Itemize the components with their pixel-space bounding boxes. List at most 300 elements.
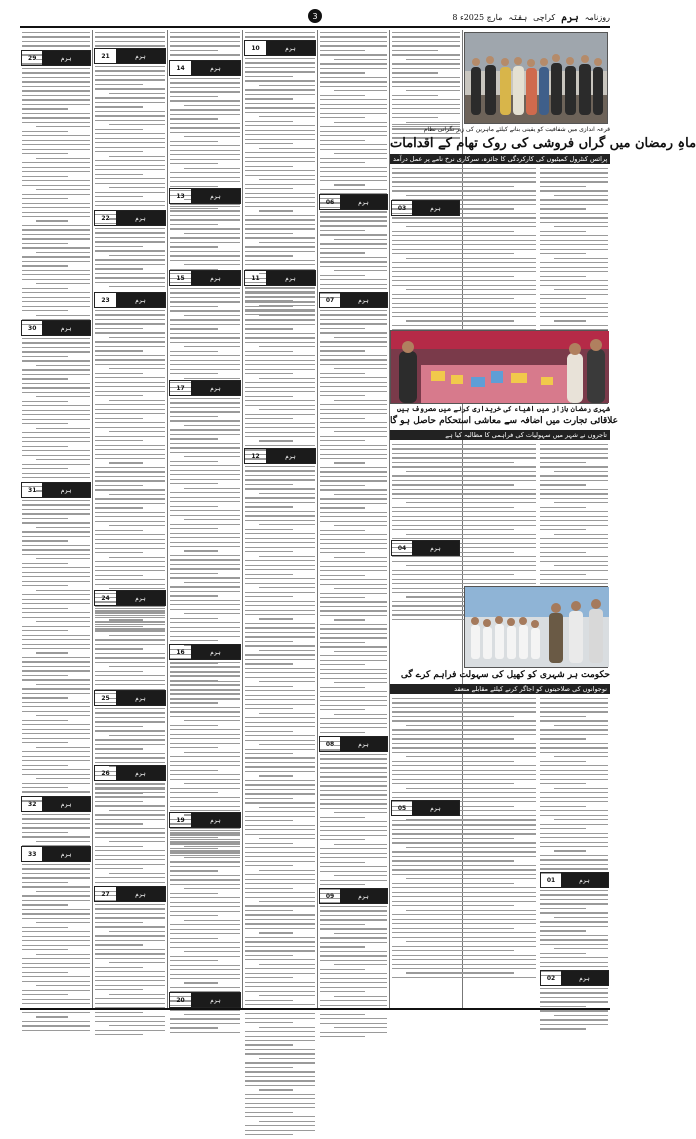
text-line bbox=[320, 234, 387, 235]
text-line bbox=[95, 612, 165, 613]
text-line bbox=[392, 525, 536, 526]
text-line bbox=[334, 714, 387, 715]
text-line bbox=[184, 720, 240, 721]
text-line bbox=[22, 256, 90, 257]
text-line bbox=[320, 467, 387, 468]
text-line bbox=[95, 418, 143, 419]
text-line bbox=[320, 794, 365, 795]
text-line bbox=[540, 738, 586, 739]
text-line bbox=[95, 454, 165, 455]
text-line bbox=[540, 908, 586, 909]
text-line bbox=[320, 579, 387, 580]
notice-logo: ہرم bbox=[191, 645, 240, 659]
text-line bbox=[406, 195, 536, 196]
text-line bbox=[259, 210, 293, 211]
text-line bbox=[95, 575, 143, 576]
text-line bbox=[540, 547, 608, 548]
notice-header bbox=[169, 188, 241, 204]
text-line bbox=[170, 479, 240, 480]
text-line bbox=[22, 297, 90, 298]
text-line bbox=[95, 787, 165, 788]
text-line bbox=[170, 402, 240, 403]
text-line bbox=[95, 476, 165, 477]
text-line bbox=[392, 747, 536, 748]
text-line bbox=[170, 801, 240, 802]
text-line bbox=[95, 935, 165, 936]
text-line bbox=[259, 807, 315, 808]
text-line bbox=[36, 954, 90, 955]
text-line bbox=[245, 623, 315, 624]
notice-logo: ہرم bbox=[412, 201, 459, 215]
text-line bbox=[95, 684, 165, 685]
text-line bbox=[95, 355, 165, 356]
text-line bbox=[540, 172, 608, 173]
text-line bbox=[170, 355, 240, 356]
notice-logo: ہرم bbox=[561, 873, 608, 887]
text-line bbox=[392, 892, 536, 893]
text-line bbox=[406, 941, 536, 942]
text-line bbox=[406, 788, 536, 789]
text-line bbox=[170, 761, 240, 762]
text-line bbox=[245, 418, 293, 419]
text-line bbox=[170, 310, 240, 311]
text-line bbox=[245, 107, 315, 108]
text-line bbox=[170, 429, 240, 430]
text-line bbox=[95, 1003, 165, 1004]
text-line bbox=[184, 519, 240, 520]
text-line bbox=[95, 111, 165, 112]
masthead-day: ہفتہ bbox=[508, 12, 528, 22]
text-line bbox=[95, 726, 143, 727]
text-line bbox=[22, 742, 68, 743]
text-line bbox=[320, 243, 387, 244]
text-line bbox=[334, 525, 387, 526]
text-line bbox=[95, 277, 165, 278]
text-line bbox=[392, 820, 536, 821]
text-line bbox=[22, 1021, 90, 1022]
text-line bbox=[540, 285, 608, 286]
text-line bbox=[170, 465, 240, 466]
text-line bbox=[245, 1080, 315, 1081]
news-area bbox=[390, 30, 696, 1010]
text-line bbox=[245, 1116, 315, 1117]
text-line bbox=[170, 564, 240, 565]
text-line bbox=[540, 556, 608, 557]
text-line bbox=[95, 512, 165, 513]
text-line bbox=[22, 238, 90, 239]
text-line bbox=[320, 758, 387, 759]
text-line bbox=[540, 186, 586, 187]
text-block bbox=[320, 906, 387, 1041]
text-line bbox=[245, 529, 293, 530]
text-line bbox=[36, 985, 90, 986]
text-line bbox=[392, 842, 536, 843]
text-line bbox=[95, 539, 165, 540]
text-line bbox=[170, 301, 240, 302]
text-line bbox=[334, 90, 387, 91]
text-line bbox=[95, 458, 165, 459]
notice-number: 21 bbox=[101, 52, 110, 60]
newspaper-page bbox=[20, 8, 696, 1010]
text-line bbox=[540, 181, 608, 182]
text-line bbox=[334, 651, 387, 652]
text-line bbox=[540, 294, 608, 295]
text-line bbox=[95, 503, 165, 504]
text-line bbox=[392, 190, 536, 191]
text-line bbox=[245, 1130, 315, 1131]
text-line bbox=[22, 279, 90, 280]
text-line bbox=[22, 927, 68, 928]
text-line bbox=[259, 440, 293, 441]
text-line bbox=[22, 455, 90, 456]
notice-header bbox=[540, 872, 609, 888]
text-line bbox=[540, 453, 608, 454]
text-block bbox=[540, 698, 608, 877]
text-line bbox=[170, 228, 240, 229]
text-line bbox=[109, 255, 165, 256]
text-line bbox=[36, 778, 90, 779]
text-line bbox=[95, 507, 143, 508]
text-line bbox=[540, 583, 608, 584]
text-line bbox=[22, 895, 90, 896]
text-line bbox=[540, 280, 608, 281]
text-line bbox=[406, 756, 536, 757]
text-line bbox=[22, 261, 90, 262]
text-line bbox=[392, 77, 460, 78]
text-line bbox=[392, 108, 460, 109]
text-line bbox=[245, 627, 315, 628]
text-line bbox=[259, 493, 315, 494]
text-line bbox=[95, 953, 165, 954]
text-line bbox=[334, 239, 387, 240]
text-line bbox=[170, 797, 240, 798]
text-line bbox=[540, 498, 608, 499]
text-line bbox=[320, 687, 365, 688]
text-line bbox=[540, 303, 608, 304]
text-line bbox=[170, 675, 240, 676]
text-line bbox=[334, 557, 387, 558]
text-line bbox=[245, 937, 315, 938]
text-line bbox=[320, 866, 387, 867]
text-line bbox=[540, 493, 608, 494]
text-line bbox=[245, 686, 293, 687]
text-line bbox=[392, 262, 536, 263]
text-line bbox=[95, 753, 165, 754]
text-line bbox=[95, 241, 165, 242]
text-line bbox=[245, 228, 315, 229]
text-line bbox=[540, 1001, 608, 1002]
text-line bbox=[245, 1018, 315, 1019]
text-line bbox=[22, 32, 90, 33]
notice-number: 33 bbox=[28, 850, 37, 858]
text-line bbox=[320, 395, 365, 396]
text-line bbox=[540, 507, 586, 508]
notice-logo: ہرم bbox=[340, 195, 387, 209]
text-line bbox=[392, 738, 514, 739]
text-line bbox=[170, 830, 240, 831]
text-line bbox=[245, 1094, 315, 1095]
text-block bbox=[22, 500, 90, 805]
text-line bbox=[245, 1031, 315, 1032]
text-line bbox=[320, 41, 387, 42]
text-line bbox=[22, 135, 90, 136]
text-line bbox=[392, 865, 536, 866]
text-line bbox=[320, 790, 387, 791]
text-line bbox=[109, 557, 165, 558]
text-line bbox=[95, 617, 165, 618]
text-line bbox=[95, 115, 165, 116]
text-line bbox=[320, 727, 387, 728]
text-line bbox=[22, 518, 68, 519]
text-line bbox=[245, 605, 315, 606]
notice-logo: ہرم bbox=[266, 449, 315, 463]
text-line bbox=[170, 333, 240, 334]
text-line bbox=[259, 932, 293, 933]
text-line bbox=[320, 68, 387, 69]
text-line bbox=[109, 1025, 165, 1026]
text-line bbox=[95, 328, 143, 329]
text-line bbox=[540, 842, 608, 843]
text-line bbox=[36, 747, 90, 748]
notice-number: 30 bbox=[28, 324, 37, 332]
text-line bbox=[334, 682, 387, 683]
notice-number: 03 bbox=[397, 204, 407, 212]
text-line bbox=[245, 103, 315, 104]
text-line bbox=[170, 210, 240, 211]
text-line bbox=[245, 847, 315, 848]
text-line bbox=[320, 50, 365, 51]
text-line bbox=[22, 274, 90, 275]
text-line bbox=[184, 550, 218, 551]
text-line bbox=[170, 306, 218, 307]
text-line bbox=[245, 466, 315, 467]
text-line bbox=[245, 834, 315, 835]
text-line bbox=[245, 780, 315, 781]
masthead-city: کراچی bbox=[533, 12, 556, 22]
text-line bbox=[22, 981, 90, 982]
text-line bbox=[259, 524, 315, 525]
text-line bbox=[170, 848, 218, 849]
text-line bbox=[245, 542, 315, 543]
text-line bbox=[540, 810, 608, 811]
text-line bbox=[320, 86, 387, 87]
notice-number: 15 bbox=[176, 274, 185, 282]
text-line bbox=[392, 484, 514, 485]
text-line bbox=[540, 240, 608, 241]
text-line bbox=[245, 897, 315, 898]
text-line bbox=[170, 177, 240, 178]
notice-number: 25 bbox=[101, 694, 110, 702]
text-line bbox=[170, 933, 240, 934]
text-line bbox=[320, 261, 387, 262]
text-line bbox=[392, 511, 536, 512]
notice-header bbox=[169, 380, 241, 396]
market-headline: علاقائی تجارت میں اضافہ سے معاشی استحکام حاصل ہو گا bbox=[390, 416, 619, 426]
text-line bbox=[540, 231, 586, 232]
text-line bbox=[22, 351, 90, 352]
text-line bbox=[95, 1021, 165, 1022]
text-line bbox=[22, 572, 90, 573]
text-line bbox=[95, 570, 165, 571]
text-line bbox=[245, 351, 293, 352]
text-line bbox=[320, 982, 387, 983]
text-line bbox=[334, 933, 387, 934]
notice-header bbox=[391, 200, 460, 216]
text-line bbox=[320, 413, 387, 414]
ramadan-subhead: پرائس کنٹرول کمیٹیوں کی کارکردگی کا جائزہ، سرکاری نرخ نامے پر عمل درآمد bbox=[390, 154, 610, 164]
text-line bbox=[22, 446, 68, 447]
text-line bbox=[170, 622, 240, 623]
text-line bbox=[320, 601, 387, 602]
text-line bbox=[245, 704, 315, 705]
text-line bbox=[540, 921, 608, 922]
text-line bbox=[245, 260, 315, 261]
notice-number: 04 bbox=[397, 544, 407, 552]
text-line bbox=[170, 181, 240, 182]
text-line bbox=[95, 1012, 143, 1013]
text-line bbox=[392, 887, 536, 888]
text-line bbox=[22, 531, 90, 532]
text-line bbox=[334, 431, 387, 432]
text-line bbox=[392, 856, 536, 857]
notice-number: 29 bbox=[28, 54, 37, 62]
text-line bbox=[320, 732, 365, 733]
text-line bbox=[259, 556, 315, 557]
text-line bbox=[170, 215, 240, 216]
text-line bbox=[540, 824, 608, 825]
text-line bbox=[95, 980, 165, 981]
text-line bbox=[320, 355, 387, 356]
text-line bbox=[320, 449, 387, 450]
text-block bbox=[540, 890, 608, 980]
text-line bbox=[22, 814, 90, 815]
text-line bbox=[170, 609, 240, 610]
text-line bbox=[22, 180, 90, 181]
text-line bbox=[245, 62, 315, 63]
text-line bbox=[95, 268, 143, 269]
text-line bbox=[554, 565, 608, 566]
text-line bbox=[170, 716, 240, 717]
text-line bbox=[540, 1010, 608, 1011]
text-line bbox=[320, 140, 365, 141]
text-line bbox=[320, 391, 387, 392]
text-line bbox=[540, 774, 608, 775]
text-line bbox=[245, 865, 293, 866]
text-line bbox=[22, 724, 90, 725]
text-line bbox=[540, 276, 586, 277]
text-line bbox=[22, 198, 68, 199]
text-line bbox=[36, 158, 90, 159]
text-line bbox=[245, 475, 315, 476]
text-line bbox=[95, 792, 165, 793]
text-line bbox=[392, 570, 536, 571]
text-line bbox=[392, 761, 514, 762]
text-line bbox=[36, 652, 68, 653]
text-line bbox=[540, 1019, 608, 1020]
text-line bbox=[245, 445, 315, 446]
text-line bbox=[245, 641, 293, 642]
notice-number: 05 bbox=[397, 804, 407, 812]
text-line bbox=[170, 524, 240, 525]
text-line bbox=[22, 247, 90, 248]
text-line bbox=[170, 770, 218, 771]
text-line bbox=[554, 258, 608, 259]
text-line bbox=[245, 569, 315, 570]
text-line bbox=[320, 785, 387, 786]
text-line bbox=[392, 698, 536, 699]
text-line bbox=[245, 80, 315, 81]
text-line bbox=[334, 368, 387, 369]
text-line bbox=[95, 88, 165, 89]
text-line bbox=[22, 868, 90, 869]
text-line bbox=[540, 213, 608, 214]
text-line bbox=[392, 968, 536, 969]
text-line bbox=[392, 475, 536, 476]
notice-header bbox=[94, 765, 166, 781]
text-line bbox=[245, 749, 315, 750]
text-line bbox=[170, 640, 218, 641]
text-line bbox=[36, 621, 90, 622]
text-line bbox=[540, 801, 608, 802]
text-line bbox=[406, 910, 536, 911]
text-line bbox=[320, 817, 365, 818]
text-line bbox=[392, 792, 536, 793]
text-line bbox=[95, 543, 165, 544]
text-line bbox=[320, 212, 387, 213]
notice-logo: ہرم bbox=[191, 381, 240, 395]
notice-logo: ہرم bbox=[42, 797, 90, 811]
text-line bbox=[245, 888, 293, 889]
text-line bbox=[109, 187, 165, 188]
text-line bbox=[22, 171, 90, 172]
text-line bbox=[320, 489, 387, 490]
text-line bbox=[22, 504, 90, 505]
text-line bbox=[95, 989, 143, 990]
notice-logo: ہرم bbox=[191, 993, 240, 1007]
text-line bbox=[392, 480, 536, 481]
text-line bbox=[22, 608, 68, 609]
text-line bbox=[320, 386, 387, 387]
text-line bbox=[170, 510, 240, 511]
text-line bbox=[245, 479, 315, 480]
notice-number: 01 bbox=[546, 876, 556, 884]
text-line bbox=[259, 901, 315, 902]
text-line bbox=[320, 471, 387, 472]
text-line bbox=[95, 846, 143, 847]
text-line bbox=[170, 470, 240, 471]
text-line bbox=[109, 156, 165, 157]
text-line bbox=[95, 32, 165, 33]
text-line bbox=[170, 251, 240, 252]
text-line bbox=[170, 929, 240, 930]
text-block bbox=[320, 212, 387, 302]
text-line bbox=[170, 698, 240, 699]
text-line bbox=[392, 507, 514, 508]
text-line bbox=[245, 1098, 315, 1099]
text-line bbox=[320, 776, 387, 777]
text-line bbox=[320, 951, 387, 952]
text-line bbox=[334, 844, 387, 845]
text-line bbox=[392, 267, 536, 268]
text-line bbox=[320, 543, 387, 544]
notice-number: 22 bbox=[101, 214, 110, 222]
text-line bbox=[170, 591, 240, 592]
text-line bbox=[320, 485, 365, 486]
text-line bbox=[245, 152, 315, 153]
text-line bbox=[554, 471, 608, 472]
text-line bbox=[540, 859, 608, 860]
text-line bbox=[245, 538, 315, 539]
